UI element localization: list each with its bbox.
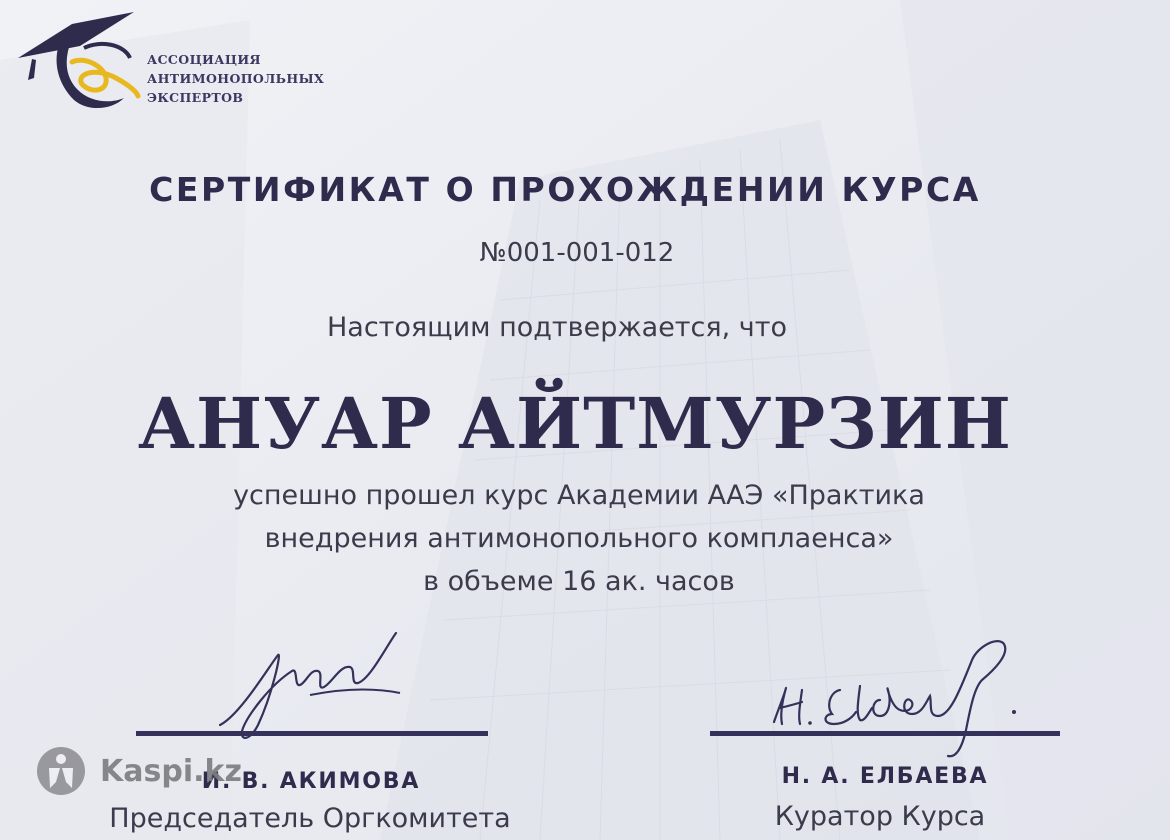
signatory-name-left: И. В. АКИМОВА (201, 769, 421, 794)
org-name-line: АНТИМОНОПОЛЬНЫХ (147, 71, 325, 86)
watermark-text: Kaspi.kz (100, 753, 242, 789)
certificate-title: СЕРТИФИКАТ О ПРОХОЖДЕНИИ КУРСА (149, 170, 981, 209)
org-name-line: ЭКСПЕРТОВ (147, 90, 244, 105)
course-line: внедрения антимонопольного комплаенса» (264, 523, 894, 554)
course-line: успешно прошел курс Академии ААЭ «Практика (233, 480, 925, 511)
signatory-name-right: Н. А. ЕЛБАЕВА (781, 764, 989, 789)
signatory-role-left: Председатель Оргкомитета (109, 803, 511, 834)
course-description (0, 474, 1164, 603)
organization-name (147, 50, 324, 107)
recipient-name: АНУАР АЙТМУРЗИН (138, 382, 1012, 465)
academy-logo (14, 4, 144, 116)
signature-line-right (710, 731, 1060, 736)
kaspi-logo-icon (36, 746, 86, 796)
signature-right (760, 630, 1040, 770)
course-line: в объеме 16 ак. часов (423, 566, 735, 597)
confirmation-text: Настоящим подтвержается, что (326, 312, 787, 343)
org-name-line: АССОЦИАЦИЯ (147, 52, 261, 67)
certificate-number: №001-001-012 (479, 238, 675, 268)
signatory-role-right: Куратор Курса (774, 801, 986, 832)
signature-line-left (136, 731, 488, 736)
kaspi-watermark (36, 746, 242, 796)
